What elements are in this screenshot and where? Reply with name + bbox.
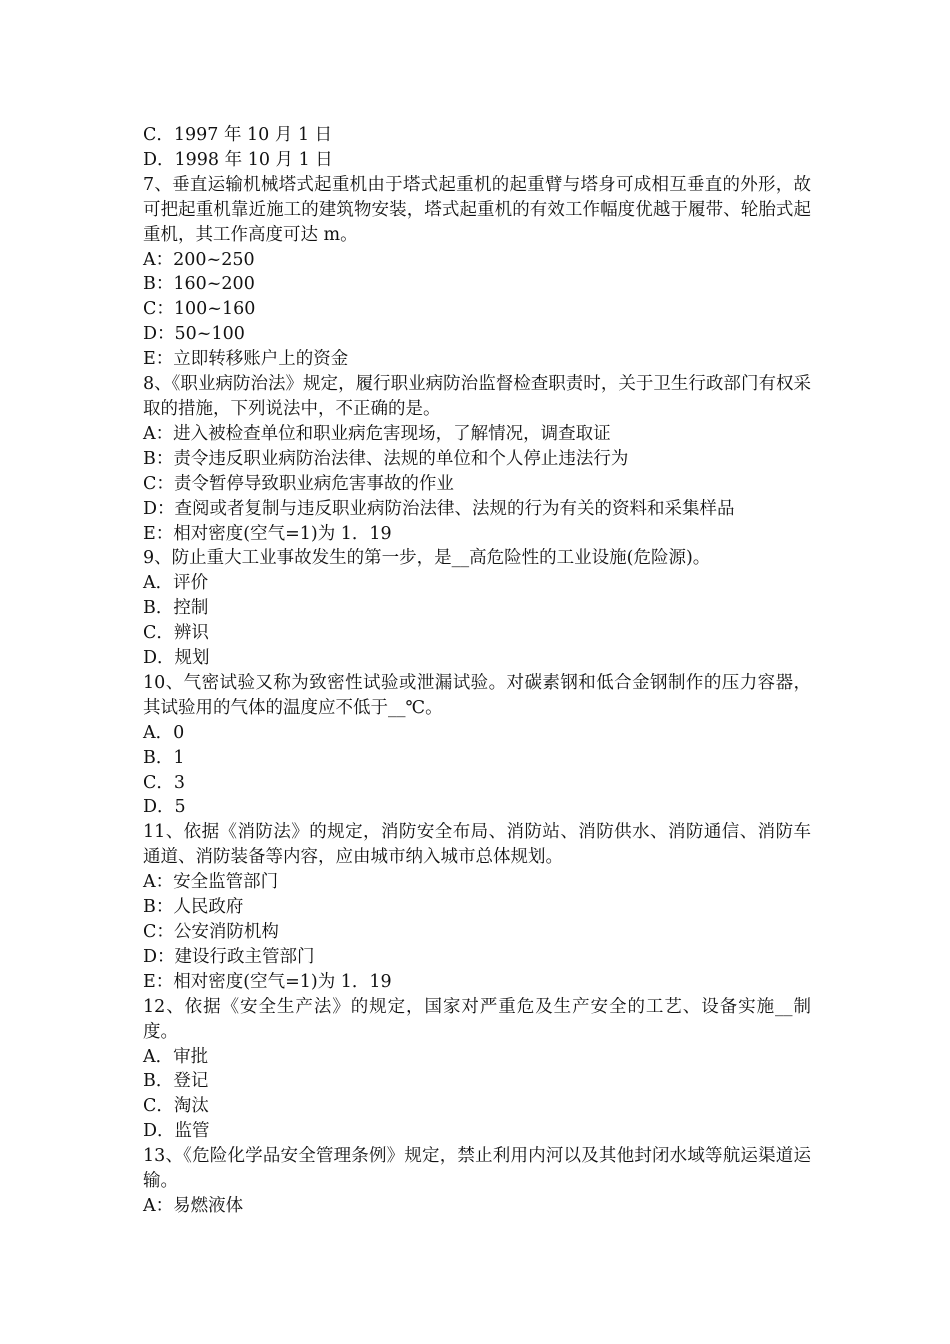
- option-line: C．1997 年 10 月 1 日: [143, 125, 333, 145]
- option-line: D．监管: [143, 1121, 210, 1142]
- option-line: D．5: [143, 797, 186, 818]
- option-line: B．登记: [143, 1071, 209, 1092]
- option-line: D．1998 年 10 月 1 日: [143, 149, 333, 170]
- option-line: D：查阅或者复制与违反职业病防治法律、法规的行为有关的资料和采集样品: [143, 498, 735, 519]
- question-11: 11、依据《消防法》的规定，消防安全布局、消防站、消防供水、消防通信、消防车通道、消防装备等内容，应由城市纳入城市总体规划。: [143, 822, 811, 868]
- option-line: A．评价: [143, 573, 209, 594]
- option-line: A．审批: [143, 1046, 209, 1067]
- option-line: D：50~100: [143, 324, 245, 345]
- option-line: D．规划: [143, 648, 210, 669]
- question-10: 10、气密试验又称为致密性试验或泄漏试验。对碳素钢和低合金钢制作的压力容器，其试验用的气体的温度应不低于__℃。: [143, 672, 811, 718]
- question-13: 13、《危险化学品安全管理条例》规定，禁止利用内河以及其他封闭水域等航运渠道运输。: [143, 1146, 811, 1192]
- option-line: E：立即转移账户上的资金: [143, 349, 349, 370]
- option-line: E：相对密度(空气=1)为 1．19: [143, 523, 392, 544]
- option-line: A．0: [143, 722, 185, 743]
- option-line: A：200~250: [143, 249, 255, 270]
- option-line: C：公安消防机构: [143, 922, 279, 942]
- option-line: C．3: [143, 772, 186, 793]
- option-line: C．辨识: [143, 623, 209, 644]
- option-line: C：责令暂停导致职业病危害事故的作业: [143, 473, 454, 494]
- option-line: A：进入被检查单位和职业病危害现场，了解情况，调查取证: [143, 423, 611, 444]
- option-line: A：安全监管部门: [143, 872, 279, 893]
- document-body: [143, 123, 811, 1219]
- option-line: B．1: [143, 747, 185, 768]
- option-line: A：易燃液体: [143, 1195, 244, 1216]
- question-9: 9、防止重大工业事故发生的第一步，是__高危险性的工业设施(危险源)。: [143, 548, 711, 569]
- option-line: B：160~200: [143, 274, 255, 295]
- option-line: B：责令违反职业病防治法律、法规的单位和个人停止违法行为: [143, 448, 629, 469]
- option-line: C：100~160: [143, 299, 256, 320]
- option-line: B．控制: [143, 598, 209, 619]
- question-8: 8、《职业病防治法》规定，履行职业病防治监督检查职责时，关于卫生行政部门有权采取的措施，下列说法中，不正确的是。: [143, 374, 811, 419]
- question-7: 7、垂直运输机械塔式起重机由于塔式起重机的起重臂与塔身可成相互垂直的外形，故可把起重机靠近施工的建筑物安装，塔式起重机的有效工作幅度优越于履带、轮胎式起重机，其工作高度可达 m。: [143, 174, 811, 245]
- question-12: 12、依据《安全生产法》的规定，国家对严重危及生产安全的工艺、设备实施__制度。: [143, 996, 811, 1042]
- option-line: B：人民政府: [143, 897, 244, 918]
- option-line: C．淘汰: [143, 1096, 209, 1117]
- option-line: E：相对密度(空气=1)为 1．19: [143, 971, 392, 992]
- option-line: D：建设行政主管部门: [143, 946, 315, 967]
